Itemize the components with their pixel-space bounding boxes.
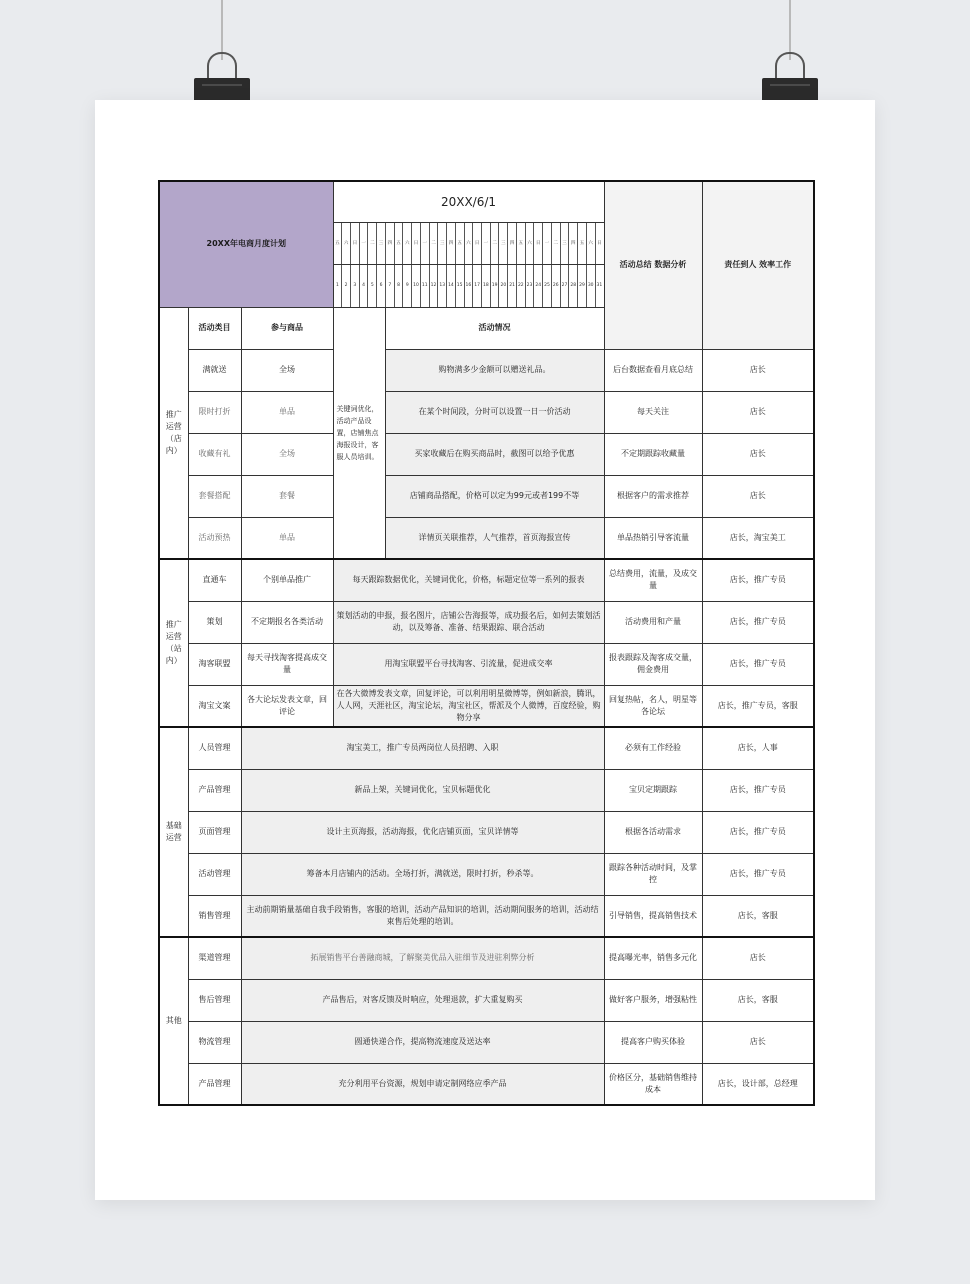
table-row [159,895,814,937]
activity-owner: 店长 [702,349,814,391]
day-number-cell: 25 [543,265,552,306]
table-row [159,349,814,391]
activity-summary: 后台数据查看月底总结 [604,349,702,391]
activity-item: 策划 [188,601,241,643]
weekday-cell: 三 [561,223,570,264]
activity-item: 物流管理 [188,1021,241,1063]
weekday-cell: 五 [456,223,465,264]
activity-desc: 产品售后，对客反馈及时响应，处理退款，扩大重复购买 [241,979,604,1021]
weekday-cell: 二 [368,223,377,264]
activity-product: 不定期报名各类活动 [241,601,333,643]
activity-item: 限时打折 [188,391,241,433]
summary-header: 活动总结 数据分析 [604,181,702,349]
activity-owner: 店长，人事 [702,727,814,769]
activity-owner: 店长，淘宝美工 [702,517,814,559]
activity-desc: 在各大微博发表文章，回复评论，可以利用明星微博等，例如新浪，腾讯，人人网，天涯社区，淘宝论坛，淘宝社区，帮派及个人微博，百度经验，购物分享 [333,685,604,727]
activity-product: 个别单品推广 [241,559,333,601]
weekday-cell: 五 [578,223,587,264]
activity-summary: 活动费用和产量 [604,601,702,643]
activity-owner: 店长，客服 [702,979,814,1021]
day-number-cell: 7 [386,265,395,306]
activity-item: 销售管理 [188,895,241,937]
activity-summary: 根据客户的需求推荐 [604,475,702,517]
activity-summary: 不定期跟踪收藏量 [604,433,702,475]
activity-product: 全场 [241,349,333,391]
table-row [159,769,814,811]
weekday-cell: 一 [482,223,491,264]
table-row [159,853,814,895]
section-label: 推广运营（站内） [159,559,188,727]
day-number-cell: 18 [482,265,491,306]
activity-item: 直通车 [188,559,241,601]
activity-summary: 报表跟踪及淘客成交量，佣金费用 [604,643,702,685]
weekday-cell: 六 [465,223,474,264]
activity-desc: 筹备本月店铺内的活动。全场打折，满就送，限时打折，秒杀等。 [241,853,604,895]
weekday-cell: 日 [412,223,421,264]
table-row [159,727,814,769]
weekday-cell: 一 [360,223,369,264]
activity-item: 收藏有礼 [188,433,241,475]
day-number-cell: 29 [578,265,587,306]
day-number-cell: 9 [403,265,412,306]
activity-desc: 新品上架，关键词优化，宝贝标题优化 [241,769,604,811]
activity-owner: 店长，推广专员 [702,853,814,895]
day-number-cell: 23 [526,265,535,306]
weekday-cell: 一 [421,223,430,264]
section-label: 其他 [159,937,188,1105]
activity-item: 活动预热 [188,517,241,559]
activity-owner: 店长，推广专员，客服 [702,685,814,727]
activity-item: 套餐搭配 [188,475,241,517]
day-number-cell: 13 [438,265,447,306]
activity-desc: 主动前期销量基础自我手段销售，客服的培训，活动产品知识的培训，活动期间服务的培训，活动结束售后处理的培训。 [241,895,604,937]
day-number-cell: 12 [430,265,439,306]
day-number-cell: 20 [499,265,508,306]
weekday-cell: 六 [342,223,351,264]
monthly-plan-table [158,180,815,1106]
table-row [159,979,814,1021]
day-number-cell: 21 [508,265,517,306]
owner-header: 责任到人 效率工作 [702,181,814,349]
activity-owner: 店长 [702,433,814,475]
activity-owner: 店长，推广专员 [702,643,814,685]
activity-item: 淘客联盟 [188,643,241,685]
table-row [159,517,814,559]
weekday-cell: 四 [447,223,456,264]
weekday-cell: 四 [386,223,395,264]
weekday-cell: 二 [430,223,439,264]
weekday-cell: 三 [377,223,386,264]
day-number-cell: 6 [377,265,386,306]
activity-item: 渠道管理 [188,937,241,979]
activity-desc: 购物满多少金额可以赠送礼品。 [385,349,604,391]
activity-item: 淘宝文案 [188,685,241,727]
day-number-cell: 17 [473,265,482,306]
activity-desc: 淘宝美工，推广专员两岗位人员招聘、入职 [241,727,604,769]
table-row [159,937,814,979]
activity-owner: 店长，推广专员 [702,811,814,853]
activity-item: 产品管理 [188,769,241,811]
activity-owner: 店长，推广专员 [702,559,814,601]
activity-summary: 引导销售，提高销售技术 [604,895,702,937]
activity-desc: 充分利用平台资源，规划申请定制网络应季产品 [241,1063,604,1105]
table-row [159,433,814,475]
activity-owner: 店长，客服 [702,895,814,937]
weekday-cell: 三 [499,223,508,264]
weekday-row [334,223,604,265]
activity-owner: 店长，设计部，总经理 [702,1063,814,1105]
day-number-cell: 8 [395,265,404,306]
date-calendar [333,181,604,307]
table-row [159,559,814,601]
activity-summary: 宝贝定期跟踪 [604,769,702,811]
activity-product: 单品 [241,391,333,433]
day-number-cell: 3 [351,265,360,306]
activity-item: 满就送 [188,349,241,391]
weekday-cell: 五 [395,223,404,264]
hanging-wire-right [789,0,791,60]
activity-item: 活动管理 [188,853,241,895]
activity-owner: 店长 [702,391,814,433]
plan-date: 20XX/6/1 [334,182,604,223]
activity-owner: 店长，推广专员 [702,601,814,643]
weekday-cell: 六 [587,223,596,264]
activity-summary: 提高客户购买体验 [604,1021,702,1063]
day-number-cell: 24 [534,265,543,306]
day-number-cell: 5 [368,265,377,306]
weekday-cell: 五 [334,223,343,264]
col-products: 参与商品 [241,307,333,349]
weekday-cell: 一 [543,223,552,264]
weekday-cell: 日 [534,223,543,264]
weekday-cell: 二 [552,223,561,264]
day-number-cell: 11 [421,265,430,306]
table-row [159,811,814,853]
day-number-cell: 22 [517,265,526,306]
day-number-cell: 14 [447,265,456,306]
day-number-cell: 27 [561,265,570,306]
day-number-cell: 4 [360,265,369,306]
weekday-cell: 日 [597,240,602,246]
weekday-cell: 四 [508,223,517,264]
day-number-cell: 2 [342,265,351,306]
day-number-cell: 19 [491,265,500,306]
day-number-cell: 31 [596,282,603,288]
activity-owner: 店长 [702,475,814,517]
col-activity-type: 活动类目 [188,307,241,349]
activity-desc: 买家收藏后在购买商品时，截图可以给予优惠 [385,433,604,475]
activity-product: 单品 [241,517,333,559]
activity-product: 套餐 [241,475,333,517]
activity-owner: 店长，推广专员 [702,769,814,811]
weekday-cell: 日 [351,223,360,264]
activity-summary: 回复热帖，名人，明星等各论坛 [604,685,702,727]
activity-summary: 提高曝光率，销售多元化 [604,937,702,979]
table-row [159,475,814,517]
activity-item: 页面管理 [188,811,241,853]
table-row [159,391,814,433]
table-row [159,685,814,727]
day-number-cell: 16 [465,265,474,306]
table-row [159,1021,814,1063]
activity-product: 全场 [241,433,333,475]
activity-summary: 根据各活动需求 [604,811,702,853]
weekday-cell: 五 [517,223,526,264]
weekday-cell: 六 [403,223,412,264]
activity-item: 售后管理 [188,979,241,1021]
activity-desc: 详情页关联推荐，人气推荐，首页海报宣传 [385,517,604,559]
activity-item: 产品管理 [188,1063,241,1105]
table-row [159,601,814,643]
day-number-cell: 30 [587,265,596,306]
activity-owner: 店长 [702,1021,814,1063]
weekday-cell: 二 [491,223,500,264]
activity-desc: 店铺商品搭配，价格可以定为99元或者199不等 [385,475,604,517]
activity-summary: 必须有工作经验 [604,727,702,769]
activity-summary: 做好客户服务，增强粘性 [604,979,702,1021]
table-row [159,1063,814,1105]
weekday-cell: 三 [438,223,447,264]
day-number-cell: 10 [412,265,421,306]
activity-product: 各大论坛发表文章，回评论 [241,685,333,727]
col-situation: 活动情况 [385,307,604,349]
day-number-cell: 28 [569,265,578,306]
day-number-cell: 1 [334,265,343,306]
activity-summary: 单品热销引导客流量 [604,517,702,559]
activity-desc: 策划活动的申报，报名图片，店铺公告海报等，成功报名后，如何去策划活动，以及筹备、准备、结果跟踪、联合活动 [333,601,604,643]
activity-summary: 总结费用，流量，及成交量 [604,559,702,601]
activity-summary: 价格区分，基础销售维持成本 [604,1063,702,1105]
day-number-cell: 26 [552,265,561,306]
merged-note: 关键词优化，活动产品设置，店铺焦点海报设计，客服人员培训。 [333,307,385,559]
activity-summary: 跟踪各种活动时间，及掌控 [604,853,702,895]
activity-desc: 设计主页海报，活动海报，优化店铺页面，宝贝详情等 [241,811,604,853]
activity-desc: 用淘宝联盟平台寻找淘客、引流量，促进成交率 [333,643,604,685]
section-label: 基础运营 [159,727,188,937]
weekday-cell: 六 [526,223,535,264]
day-number-cell: 15 [456,265,465,306]
activity-desc: 在某个时间段，分时可以设置一日一价活动 [385,391,604,433]
activity-owner: 店长 [702,937,814,979]
hanging-wire-left [221,0,223,60]
weekday-cell: 四 [569,223,578,264]
activity-desc: 拓展销售平台善融商城，了解聚美优品入驻细节及进驻利弊分析 [241,937,604,979]
activity-desc: 圆通快递合作，提高物流速度及送达率 [241,1021,604,1063]
activity-item: 人员管理 [188,727,241,769]
table-row [159,643,814,685]
section-label: 推广运营（店内） [159,307,188,559]
activity-desc: 每天跟踪数据优化，关键词优化，价格，标题定位等一系列的报表 [333,559,604,601]
activity-product: 每天寻找淘客提高成交量 [241,643,333,685]
plan-title: 20XX年电商月度计划 [159,181,333,307]
day-number-row [334,265,604,306]
activity-summary: 每天关注 [604,391,702,433]
weekday-cell: 日 [473,223,482,264]
